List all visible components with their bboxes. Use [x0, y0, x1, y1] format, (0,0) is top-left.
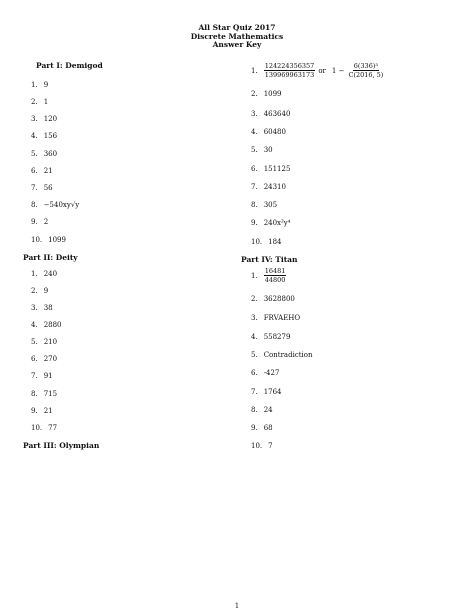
part1-title: Part I: Demigod [36, 61, 103, 70]
part4-answer-9: 9. 68 [251, 424, 273, 432]
part2-answer-6: 6. 270 [31, 355, 58, 363]
part2-answer-1: 1. 240 [31, 270, 58, 278]
part2-answer-9: 9. 21 [31, 407, 53, 415]
part3-answer-1-fraction-a: $\frac{124224356357}{139969963173}$ [264, 62, 315, 79]
part2-answer-2: 2. 9 [31, 287, 49, 295]
part4-answer-1-fraction: $\frac{16481}{44800}$ [264, 267, 286, 284]
part3-answer-1: 1. $\frac{124224356357}{139969963173}$ or 1 − $\frac{\text{6(336)³}}{C(2016, 5)}$ [251, 62, 384, 79]
part3-title: Part III: Olympian [23, 441, 100, 450]
part4-answer-10: 10. 7 [251, 442, 273, 450]
part1-answer-2: 2. 1 [31, 98, 49, 106]
part2-answer-3: 3. 38 [31, 304, 53, 312]
part1-answer-7: 7. 56 [31, 184, 53, 192]
part3-answer-5: 5. 30 [251, 146, 273, 154]
part3-answer-4: 4. 60480 [251, 128, 286, 136]
part1-answer-5: 5. 360 [31, 150, 58, 158]
part3-answer-2: 2. 1099 [251, 90, 282, 98]
part2-answer-4: 4. 2880 [31, 321, 62, 329]
document-header [0, 24, 474, 50]
part1-answer-8: 8. −540xy√y [31, 201, 80, 209]
part3-answer-3: 3. 463640 [251, 110, 291, 118]
part1-answer-9: 9. 2 [31, 218, 49, 226]
part2-answer-7: 7. 91 [31, 372, 53, 380]
part1-answer-4: 4. 156 [31, 132, 58, 140]
page-number: 1 [234, 602, 240, 610]
part4-answer-6: 6. -427 [251, 369, 280, 377]
part4-answer-5: 5. Contradiction [251, 351, 313, 359]
part1-answer-1: 1. 9 [31, 81, 49, 89]
part4-answer-7: 7. 1764 [251, 388, 282, 396]
part3-answer-7: 7. 24310 [251, 183, 286, 191]
part2-title: Part II: Deity [23, 253, 78, 262]
part4-answer-8: 8. 24 [251, 406, 273, 414]
part4-answer-1: 1. $\frac{16481}{44800}$ [251, 267, 286, 284]
part2-answer-10: 10. 77 [31, 424, 58, 432]
part3-answer-6: 6. 151125 [251, 165, 291, 173]
quiz-subject: Discrete Mathematics [190, 31, 284, 41]
part4-answer-2: 2. 3628800 [251, 295, 295, 303]
part4-title: Part IV: Titan [241, 255, 298, 264]
part3-answer-9: 9. 240x²y⁴ [251, 219, 291, 227]
part3-answer-1-fraction-b: $\frac{\text{6(336)³}}{C(2016, 5)}$ [348, 62, 384, 79]
part3-answer-8: 8. 305 [251, 201, 278, 209]
part3-answer-10: 10. 184 [251, 238, 282, 246]
doc-type: Answer Key [212, 40, 262, 49]
part4-answer-4: 4. 558279 [251, 333, 291, 341]
quiz-title: All Star Quiz 2017 [198, 23, 276, 32]
part1-answer-3: 3. 120 [31, 115, 58, 123]
part1-answer-10: 10. 1099 [31, 236, 66, 244]
part2-answer-8: 8. 715 [31, 390, 58, 398]
part2-answer-5: 5. 210 [31, 338, 58, 346]
part1-answer-6: 6. 21 [31, 167, 53, 175]
part4-answer-3: 3. FRVAEHO [251, 314, 301, 322]
